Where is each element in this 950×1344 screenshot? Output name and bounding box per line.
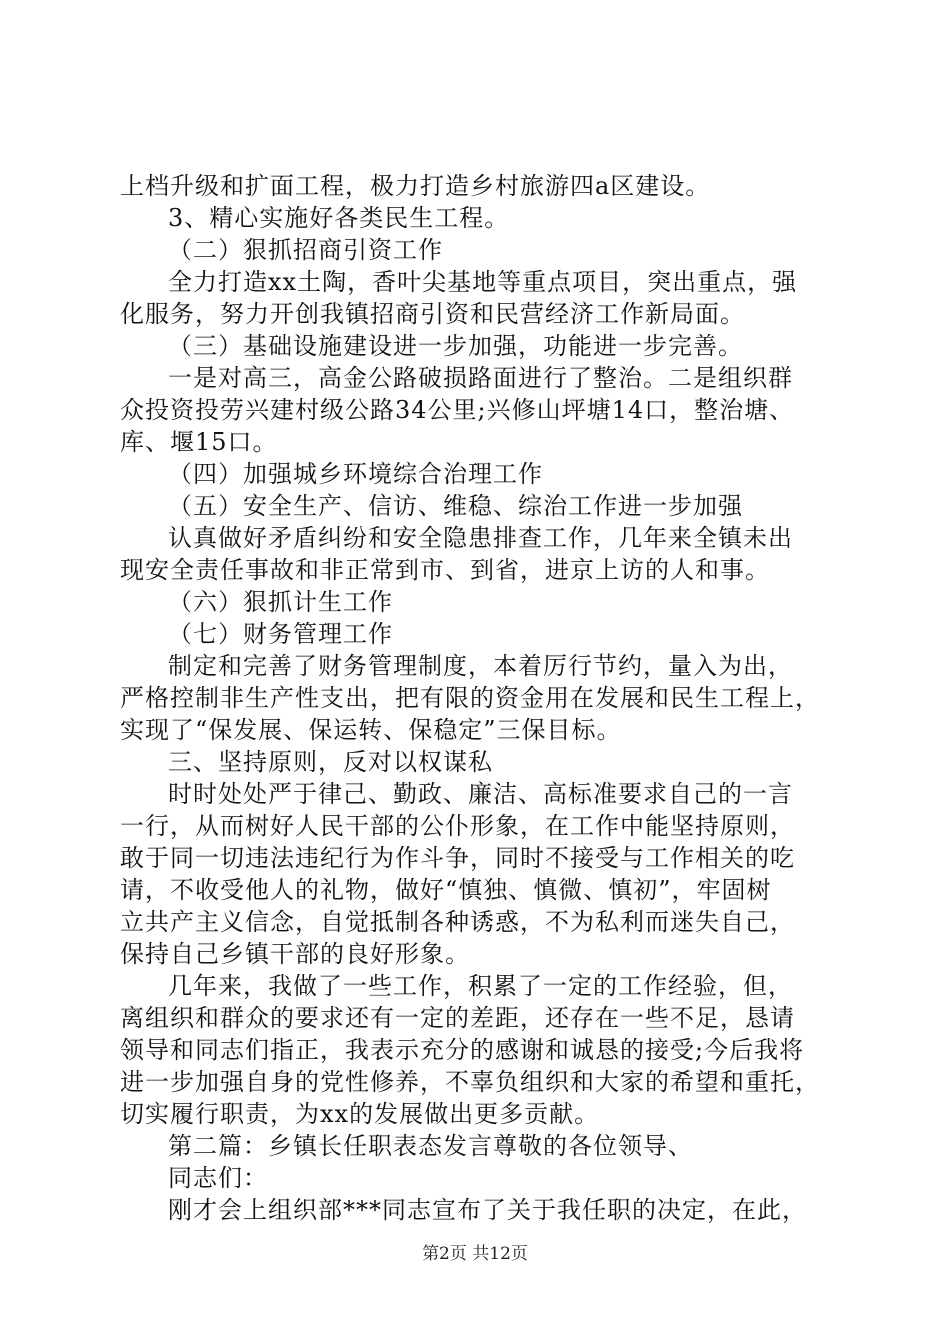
text-line: 实现了“保发展、保运转、保稳定”三保目标。 [120,716,622,744]
text-line: 刚才会上组织部***同志宣布了关于我任职的决定，在此， [168,1196,807,1224]
text-line: 进一步加强自身的党性修养，不辜负组织和大家的希望和重托， [120,1068,820,1096]
text-line: 时时处处严于律己、勤政、廉洁、高标准要求自己的一言 [168,780,793,808]
text-line: 切实履行职责，为xx的发展做出更多贡献。 [120,1100,600,1128]
text-line: 制定和完善了财务管理制度，本着厉行节约，量入为出， [168,652,793,680]
text-line: 保持自己乡镇干部的良好形象。 [120,940,470,968]
text-line: 现安全责任事故和非正常到市、到省，进京上访的人和事。 [120,556,770,584]
text-line: 全力打造xx土陶，香叶尖基地等重点项目，突出重点，强 [168,268,798,296]
section-heading: （七）财务管理工作 [168,620,393,648]
section-heading: （三）基础设施建设进一步加强，功能进一步完善。 [168,332,743,360]
section-heading: 第二篇：乡镇长任职表态发言尊敬的各位领导、 [168,1132,693,1160]
text-line: 一是对高三，高金公路破损路面进行了整治。二是组织群 [168,364,793,392]
text-line: 领导和同志们指正，我表示充分的感谢和诚恳的接受;今后我将 [120,1036,805,1064]
text-line: 请，不收受他人的礼物，做好“慎独、慎微、慎初”，牢固树 [120,876,772,904]
section-heading: （六）狠抓计生工作 [168,588,393,616]
text-line: 3、精心实施好各类民生工程。 [168,204,510,232]
text-line: 离组织和群众的要求还有一定的差距，还存在一些不足，恳请 [120,1004,795,1032]
text-line: 敢于同一切违法违纪行为作斗争，同时不接受与工作相关的吃 [120,844,795,872]
page-number: 第2页 共12页 [422,1244,528,1264]
text-line: 上档升级和扩面工程，极力打造乡村旅游四a区建设。 [120,172,711,200]
text-line: 化服务，努力开创我镇招商引资和民营经济工作新局面。 [120,300,745,328]
text-line: 一行，从而树好人民干部的公仆形象，在工作中能坚持原则， [120,812,795,840]
text-line: 几年来，我做了一些工作，积累了一定的工作经验，但， [168,972,793,1000]
section-heading: （五）安全生产、信访、维稳、综治工作进一步加强 [168,492,743,520]
text-line: 认真做好矛盾纠纷和安全隐患排查工作，几年来全镇未出 [168,524,793,552]
text-line: 严格控制非生产性支出，把有限的资金用在发展和民生工程上， [120,684,820,712]
section-heading: （四）加强城乡环境综合治理工作 [168,460,543,488]
text-line: 库、堰15口。 [120,428,278,456]
section-heading: （二）狠抓招商引资工作 [168,236,443,264]
text-line: 众投资投劳兴建村级公路34公里;兴修山坪塘14口，整治塘、 [120,396,795,424]
page-footer [0,1243,950,1265]
salutation: 同志们： [168,1164,268,1192]
document-body [120,170,840,1226]
text-line: 立共产主义信念，自觉抵制各种诱惑，不为私利而迷失自己， [120,908,795,936]
section-heading: 三、坚持原则，反对以权谋私 [168,748,493,776]
